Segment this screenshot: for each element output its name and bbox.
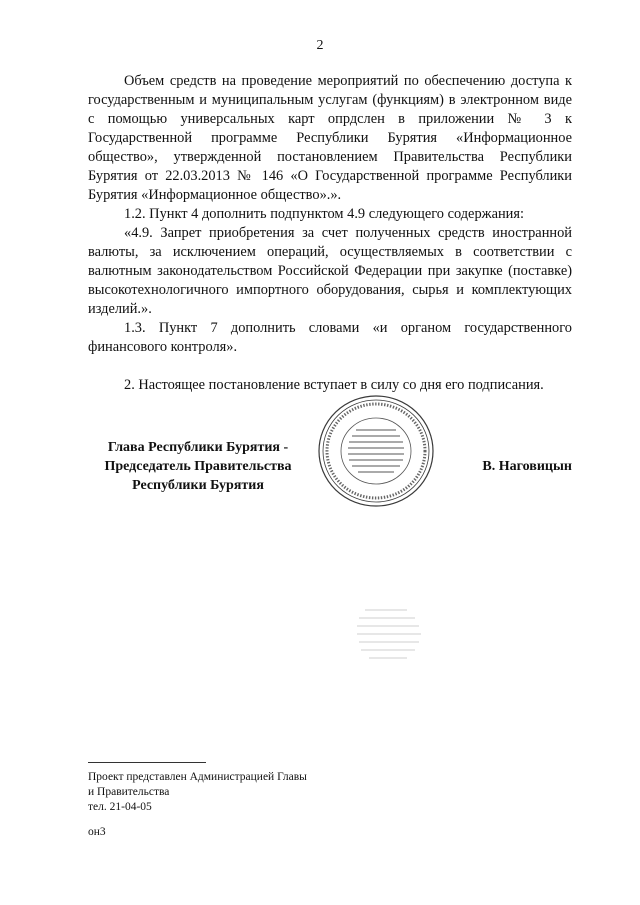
signatory-name: В. Наговицын: [482, 459, 572, 474]
footnote-phone: тел. 21-04-05: [88, 801, 152, 813]
faded-seal-imprint-icon: [345, 600, 435, 670]
footnote-line: и Правительства: [88, 786, 170, 798]
paragraph-item-4-9: «4.9. Запрет приобретения за счет полученных средств иностранной валюты, за исключением операций, осуществляемых в соответствии с валютным законодательством Российской Федерации при закупке (поставке) высокотехнологичного импортного оборудования, сырья и комплектующих изделий.».: [88, 225, 572, 317]
footnote-line: Проект представлен Администрацией Главы: [88, 771, 307, 783]
paragraph-item-1-3: 1.3. Пункт 7 дополнить словами «и органом государственного финансового контроля».: [88, 320, 572, 355]
paragraph-item-1-2: 1.2. Пункт 4 дополнить подпунктом 4.9 следующего содержания:: [124, 206, 524, 222]
paragraph-effective-date: 2. Настоящее постановление вступает в силу со дня его подписания.: [124, 377, 544, 393]
page-number: 2: [316, 38, 324, 53]
signatory-title-line: Председатель Правительства: [104, 459, 292, 474]
signatory-title: [88, 438, 308, 495]
signatory-title-line: Республики Бурятия: [132, 478, 264, 493]
footnote-divider: [88, 762, 206, 763]
document-code: он3: [88, 826, 106, 838]
signature-block: [88, 438, 572, 498]
paragraph-funding: Объем средств на проведение мероприятий по обеспечению доступа к государственным и муниципальным услугам (функциям) в электронном виде с помощью универсальных карт опрдслен в приложении № 3 к Государственной программе Республики Бурятия «Информационное общество», утвержденной постановлением Правительства Республики Бурятия от 22.03.2013 № 146 «О Государственной программе Республики Бурятия «Информационное общество».».: [88, 73, 572, 203]
signatory-title-line: Глава Республики Бурятия -: [107, 440, 289, 455]
footnote: [88, 770, 307, 815]
document-body: [88, 72, 572, 395]
